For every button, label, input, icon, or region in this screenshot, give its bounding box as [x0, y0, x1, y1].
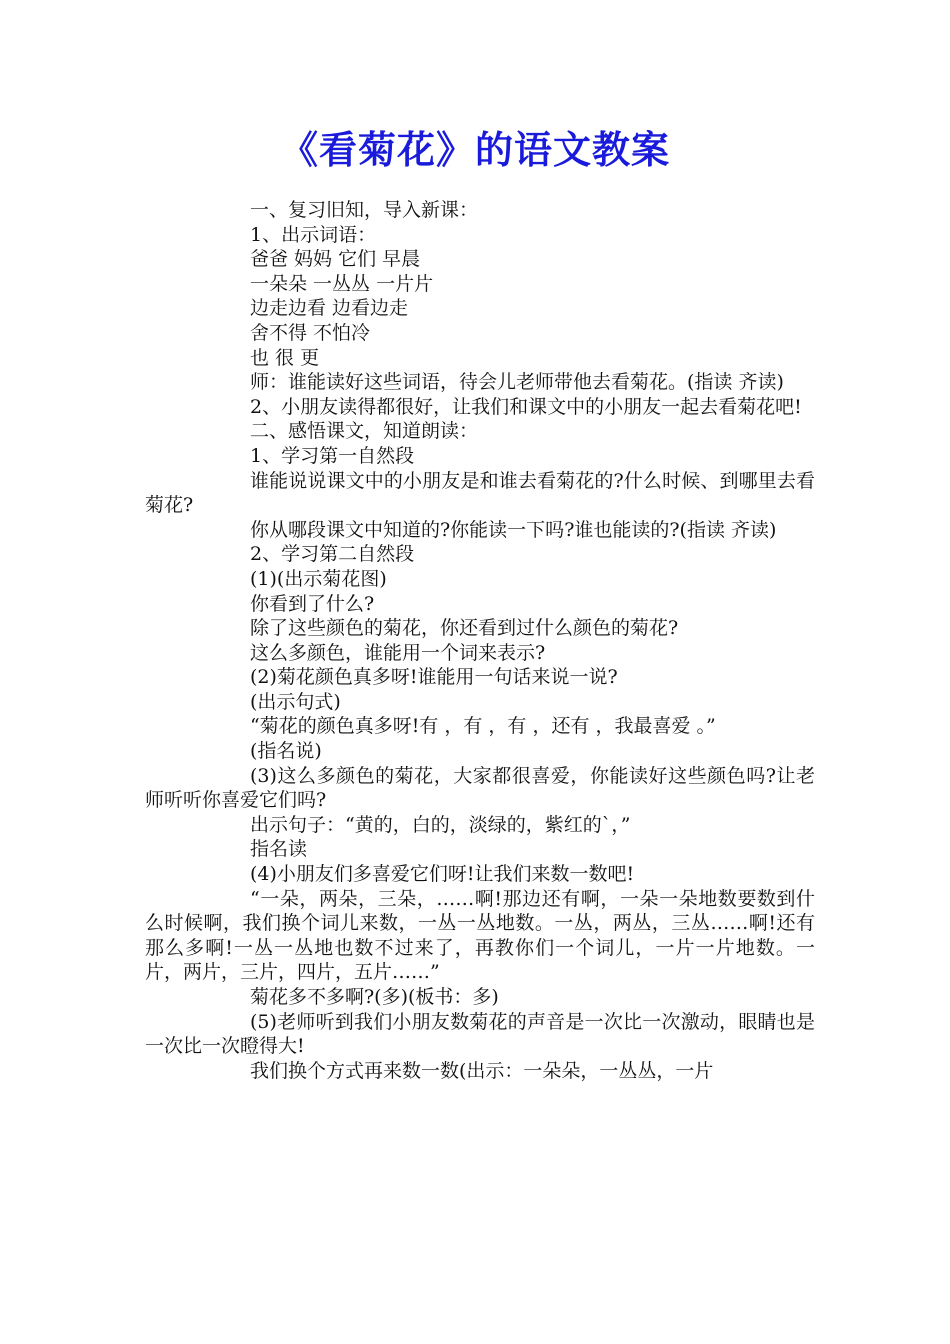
paragraph: 指名读: [250, 838, 308, 861]
word-list-line: 爸爸 妈妈 它们 早晨: [250, 248, 421, 271]
section-heading: 一、复习旧知，导入新课：: [250, 199, 479, 221]
paragraph: 我们换个方式再来数一数(出示：一朵朵，一丛丛，一片: [250, 1059, 714, 1082]
paragraph: (2)菊花颜色真多呀!谁能用一句话来说一说?: [250, 666, 618, 689]
word-list-line: 舍不得 不怕冷: [250, 321, 371, 344]
word-list-line: 也 很 更: [250, 346, 320, 369]
paragraph: (5)老师听到我们小朋友数菊花的声音是一次比一次激动，眼睛也是一次比一次瞪得大!: [145, 1010, 815, 1058]
document-body: [145, 198, 815, 1083]
sentence-pattern: “菊花的颜色真多呀!有 ，有 ，有 ，还有 ，我最喜爱 。”: [250, 715, 716, 738]
paragraph: (指名说): [250, 740, 322, 763]
paragraph: 2、小朋友读得都很好，让我们和课文中的小朋友一起去看菊花吧!: [250, 395, 802, 418]
paragraph: (出示句式): [250, 690, 341, 713]
paragraph: 谁能说说课文中的小朋友是和谁去看菊花的?什么时候、到哪里去看菊花?: [145, 469, 815, 517]
word-list-line: 边走边看 边看边走: [250, 297, 409, 320]
paragraph: 师：谁能读好这些词语，待会儿老师带他去看菊花。(指读 齐读): [250, 371, 784, 394]
quoted-passage: “一朵，两朵，三朵，……啊!那边还有啊，一朵一朵地数要数到什么时候啊，我们换个词儿来数，一丛一丛地数。一丛，两丛，三丛……啊!还有那么多啊!一丛一丛地也数不过来了，再教你们一个词儿，一片一片地数。一片，两片，三片，四片，五片……”: [145, 887, 815, 984]
page-title: 《看菊花》的语文教案: [279, 128, 670, 172]
section-heading: 二、感悟课文，知道朗读：: [250, 420, 479, 443]
paragraph: 你看到了什么?: [250, 592, 375, 615]
word-list-line: 一朵朵 一丛丛 一片片: [250, 272, 434, 295]
paragraph: 出示句子：“黄的，白的，淡绿的，紫红的`，”: [250, 813, 631, 836]
paragraph: 除了这些颜色的菊花，你还看到过什么颜色的菊花?: [250, 617, 679, 640]
paragraph: 2、学习第二自然段: [250, 543, 415, 566]
paragraph: 这么多颜色，谁能用一个词来表示?: [250, 641, 546, 664]
paragraph: 菊花多不多啊?(多)(板书：多): [250, 986, 499, 1008]
paragraph: 1、学习第一自然段: [250, 444, 415, 467]
paragraph: 1、出示词语：: [250, 223, 377, 246]
paragraph: (4)小朋友们多喜爱它们呀!让我们来数一数吧!: [250, 863, 635, 886]
paragraph: (1)(出示菊花图): [250, 567, 387, 590]
paragraph: 你从哪段课文中知道的?你能读一下吗?谁也能读的?(指读 齐读): [250, 518, 777, 541]
paragraph: (3)这么多颜色的菊花，大家都很喜爱，你能读好这些颜色吗?让老师听听你喜爱它们吗?: [145, 764, 815, 812]
